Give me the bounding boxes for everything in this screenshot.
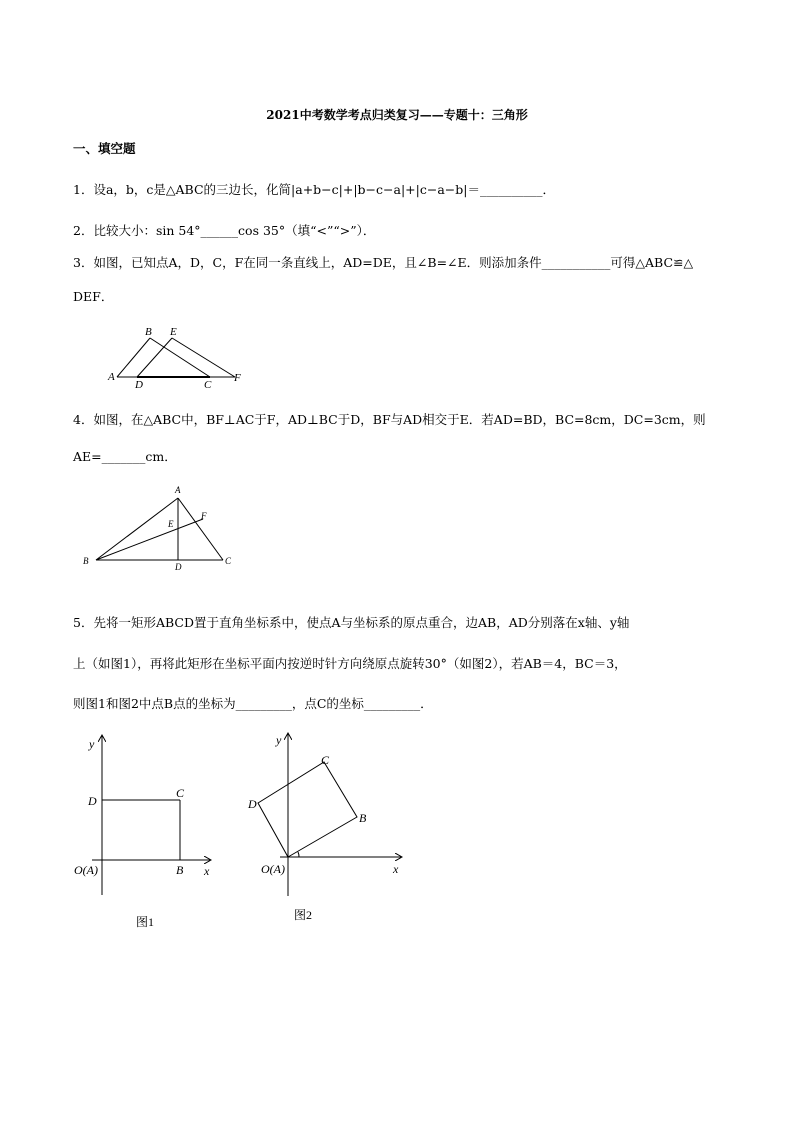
- fig-q3-label-c: C: [204, 379, 212, 391]
- fig1-label-d: D: [88, 794, 97, 808]
- fig1-caption: 图1: [136, 915, 155, 929]
- document-title: 2021中考数学考点归类复习——专题十：三角形: [266, 108, 528, 122]
- question-5-line-1: 5．先将一矩形ABCD置于直角坐标系中，使点A与坐标系的原点重合，边AB，AD分别落在x轴、y轴: [73, 615, 630, 630]
- fig-q3-label-f: F: [234, 372, 241, 384]
- figure-q3: [100, 322, 260, 392]
- fig2-label-b: B: [359, 811, 367, 825]
- question-4-line-1: 4．如图，在△ABC中，BF⊥AC于F，AD⊥BC于D，BF与AD相交于E．若AD=BD，BC=8cm，DC=3cm，则: [73, 412, 706, 427]
- question-4-line-2: AE=_______cm．: [73, 449, 177, 464]
- fig-q4-label-a: A: [175, 485, 181, 495]
- fig2-label-c: C: [321, 753, 330, 767]
- fig-q3-label-d: D: [135, 379, 143, 391]
- fig1-label-origin: O(A): [74, 863, 98, 877]
- figure-1: [70, 730, 230, 930]
- question-5-line-2: 上（如图1），再将此矩形在坐标平面内按逆时针方向绕原点旋转30°（如图2），若AB＝4，BC＝3，: [73, 656, 627, 671]
- question-2: 2．比较大小：sin 54°______cos 35°（填“<”“>”）．: [73, 223, 376, 238]
- figure-2: [248, 726, 420, 926]
- fig-q4-label-d: D: [175, 562, 182, 572]
- fig1-label-y: y: [89, 737, 95, 751]
- fig1-label-c: C: [176, 786, 185, 800]
- section-heading: 一、填空题: [73, 141, 136, 156]
- fig1-label-b: B: [176, 863, 184, 877]
- fig2-label-origin: O(A): [261, 862, 285, 876]
- fig2-label-x: x: [393, 862, 399, 876]
- fig2-label-y: y: [276, 733, 282, 747]
- fig-q4-label-c: C: [225, 556, 232, 566]
- fig-q3-label-e: E: [170, 326, 177, 338]
- fig-q3-label-b: B: [145, 326, 152, 338]
- fig2-label-d: D: [248, 797, 257, 811]
- question-3-line-1: 3．如图，已知点A，D，C，F在同一条直线上，AD=DE，且∠B=∠E．则添加条件___________可得△ABC≌△: [73, 255, 694, 270]
- fig-q4-label-f: F: [201, 511, 207, 521]
- fig-q4-label-e: E: [168, 519, 174, 529]
- fig2-caption: 图2: [294, 908, 313, 922]
- figure-q4: [78, 482, 248, 572]
- question-3-line-2: DEF．: [73, 289, 114, 304]
- question-5-line-3: 则图1和图2中点B点的坐标为_________，点C的坐标_________．: [73, 696, 433, 711]
- question-1: 1．设a，b，c是△ABC的三边长，化简|a+b−c|+|b−c−a|+|c−a−b|＝__________．: [73, 182, 555, 197]
- fig-q3-label-a: A: [108, 371, 115, 383]
- fig-q4-label-b: B: [83, 556, 89, 566]
- fig1-label-x: x: [204, 864, 210, 878]
